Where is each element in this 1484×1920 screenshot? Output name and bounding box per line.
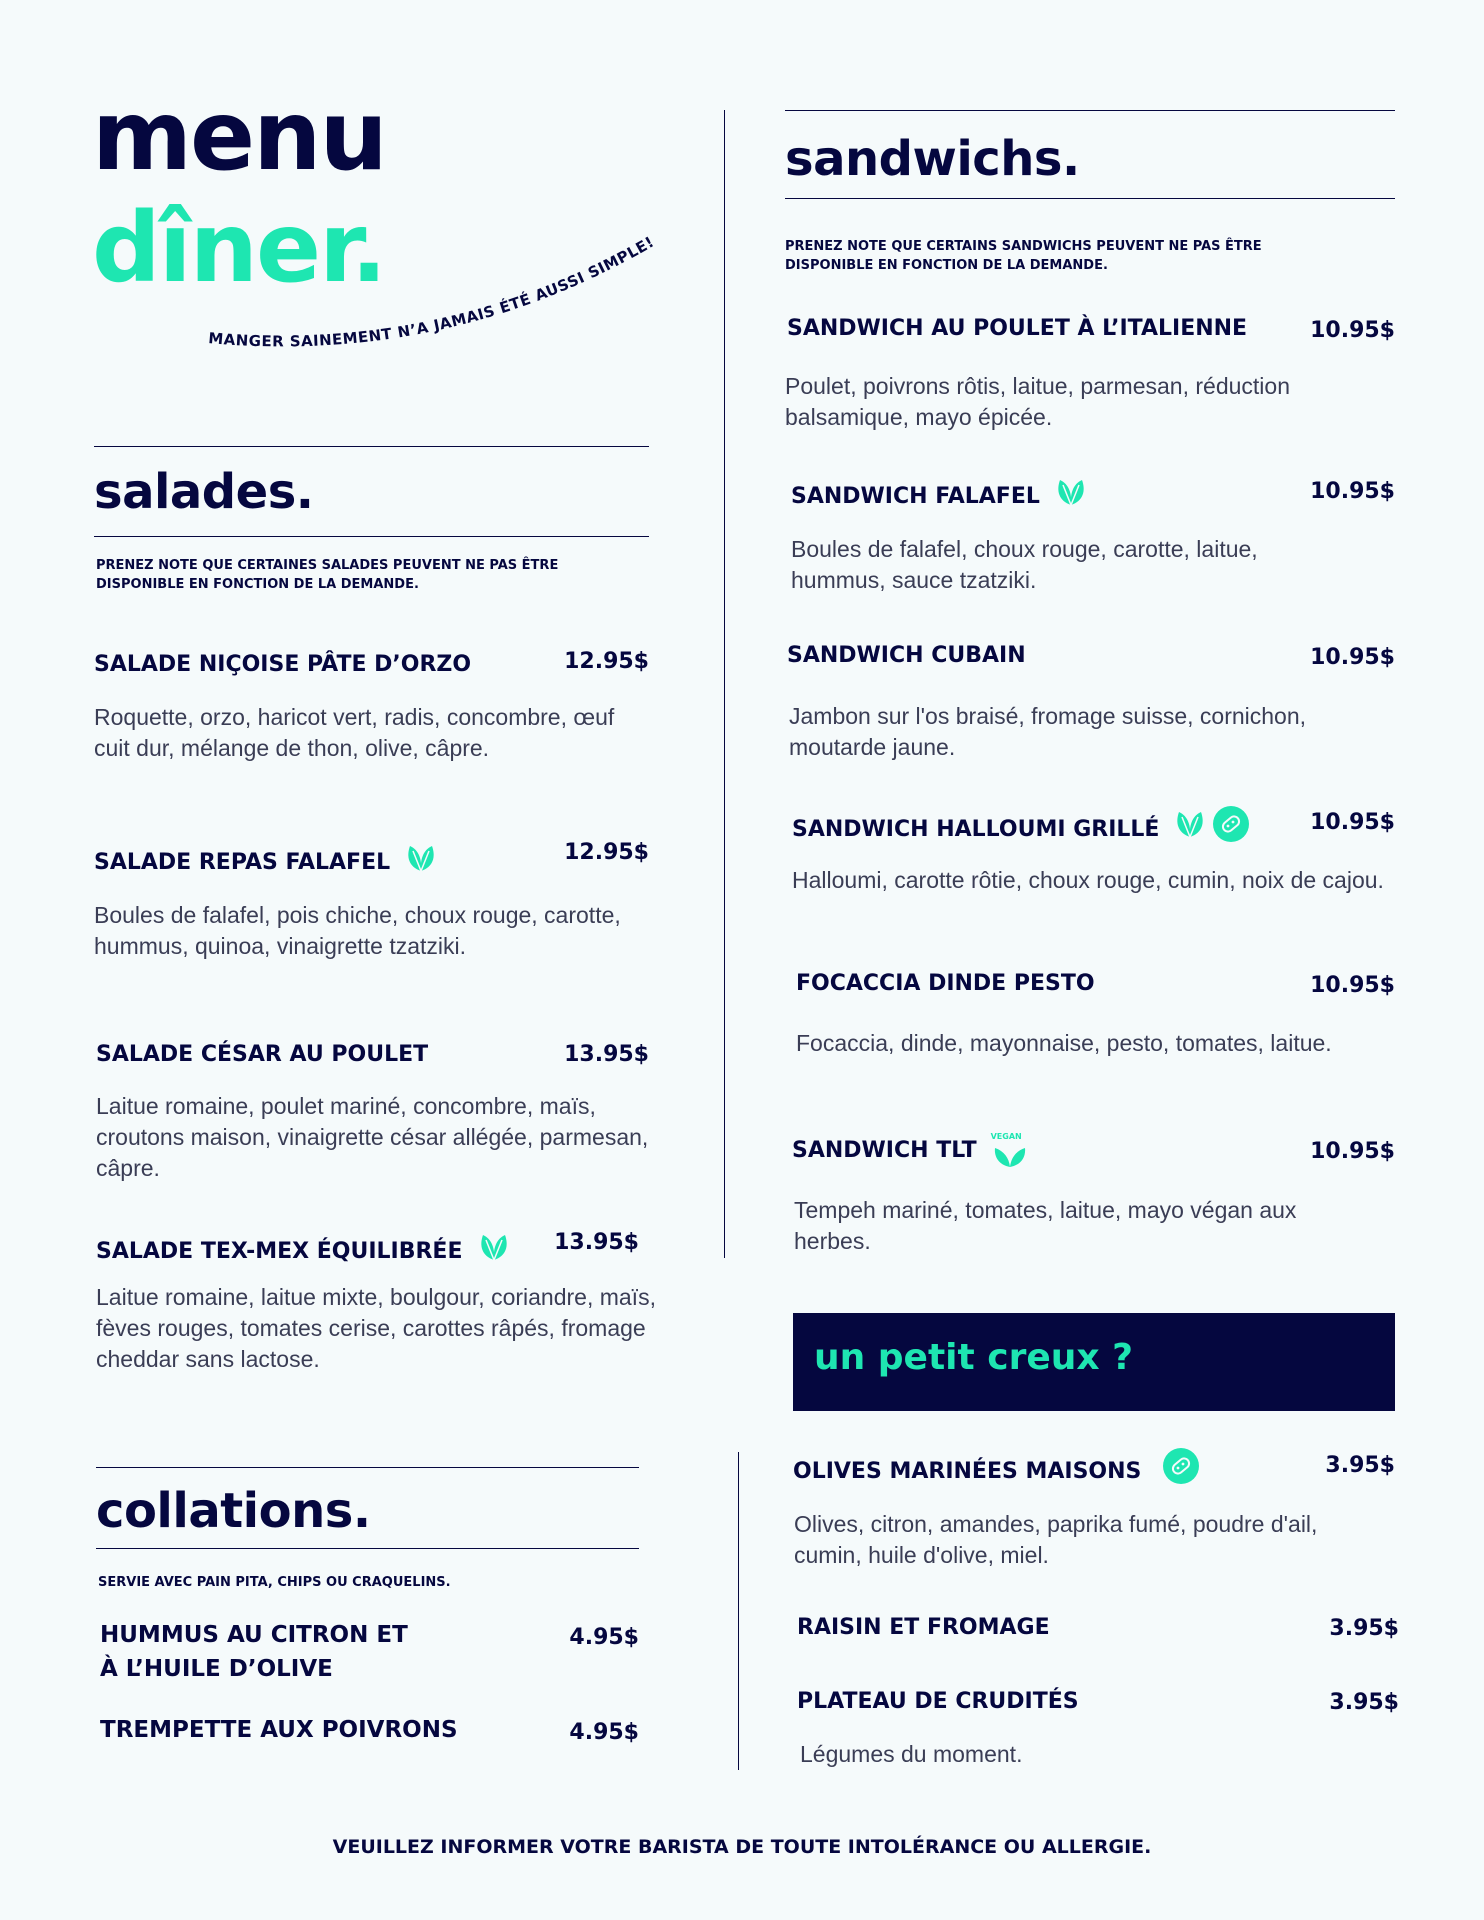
item-label: TREMPETTE AUX POIVRONS xyxy=(100,1717,458,1743)
menu-item-name xyxy=(96,1229,511,1274)
menu-item-name xyxy=(796,967,1095,1001)
menu-item-desc: Olives, citron, amandes, paprika fumé, poudre d'ail, cumin, huile d'olive, miel. xyxy=(794,1511,1318,1568)
item-label: PLATEAU DE CRUDITÉS xyxy=(797,1689,1079,1714)
menu-item-name xyxy=(100,1618,408,1686)
sandwichs-note: PRENEZ NOTE QUE CERTAINS SANDWICHS PEUVENT NE PAS ÊTRE DISPONIBLE EN FONCTION DE LA DEMANDE. xyxy=(785,239,1262,273)
item-label: SALADE REPAS FALAFEL xyxy=(94,849,391,875)
menu-item-price: 12.95$ xyxy=(564,649,649,674)
collations-title: collations. xyxy=(96,1483,371,1539)
menu-item-desc: Légumes du moment. xyxy=(800,1741,1023,1767)
item-label: SANDWICH AU POULET À L’ITALIENNE xyxy=(787,316,1248,341)
menu-item-desc: Halloumi, carotte rôtie, choux rouge, cumin, noix de cajou. xyxy=(792,867,1384,893)
menu-item-desc: Boules de falafel, choux rouge, carotte, laitue, hummus, sauce tzatziki. xyxy=(791,536,1258,593)
leaf-icon xyxy=(477,1229,511,1274)
item-label: HUMMUS AU CITRON ET xyxy=(100,1622,408,1648)
peanut-free-icon xyxy=(1163,1448,1199,1495)
menu-item-desc: Boules de falafel, pois chiche, choux rouge, carotte, hummus, quinoa, vinaigrette tzatziki. xyxy=(94,902,621,959)
menu-item-desc: Laitue romaine, poulet mariné, concombre, maïs, croutons maison, vinaigrette césar allégée, parmesan, câpre. xyxy=(96,1093,649,1181)
menu-item-name xyxy=(792,1134,1029,1168)
diner-title: dîner. xyxy=(92,192,386,304)
item-label: SANDWICH TLT xyxy=(792,1138,977,1163)
item-label: SALADE NIÇOISE PÂTE D’ORZO xyxy=(94,652,472,677)
diet-icons xyxy=(1173,806,1249,853)
item-label: SANDWICH FALAFEL xyxy=(791,483,1040,509)
leaf-icon xyxy=(1054,474,1088,519)
menu-item-price: 10.95$ xyxy=(1310,810,1395,835)
vegan-icon xyxy=(991,1134,1029,1168)
leaf-icon xyxy=(1173,806,1207,853)
tagline-text: MANGER SAINEMENT N’A JAMAIS ÉTÉ AUSSI SIMPLE! xyxy=(207,232,658,351)
menu-item-price: 4.95$ xyxy=(569,1720,639,1745)
column-divider xyxy=(738,1452,739,1770)
divider xyxy=(94,536,649,537)
item-label: SALADE CÉSAR AU POULET xyxy=(96,1042,429,1067)
menu-item-name xyxy=(792,806,1249,853)
menu-item-desc: Roquette, orzo, haricot vert, radis, concombre, œuf cuit dur, mélange de thon, olive, câpre. xyxy=(94,704,615,761)
divider xyxy=(96,1548,639,1549)
menu-item-price: 10.95$ xyxy=(1310,318,1395,343)
menu-item-name xyxy=(797,1611,1050,1645)
sandwichs-title: sandwichs. xyxy=(785,131,1080,187)
item-label: FOCACCIA DINDE PESTO xyxy=(796,971,1095,996)
menu-item-name xyxy=(787,639,1026,673)
item-label: SALADE TEX-MEX ÉQUILIBRÉE xyxy=(96,1238,463,1264)
menu-item-price: 13.95$ xyxy=(554,1230,639,1255)
petit-creux-title: un petit creux ? xyxy=(814,1337,1134,1378)
menu-item-desc: Focaccia, dinde, mayonnaise, pesto, tomates, laitue. xyxy=(796,1030,1332,1056)
menu-item-price: 13.95$ xyxy=(564,1042,649,1067)
menu-item-name xyxy=(100,1713,458,1747)
tagline-curved xyxy=(200,225,670,385)
menu-title: menu xyxy=(92,80,386,192)
divider xyxy=(785,110,1395,111)
menu-item-price: 10.95$ xyxy=(1310,479,1395,504)
allergy-footer: VEUILLEZ INFORMER VOTRE BARISTA DE TOUTE INTOLÉRANCE OU ALLERGIE. xyxy=(332,1836,1152,1858)
leaf-icon xyxy=(404,840,438,885)
item-label: SANDWICH HALLOUMI GRILLÉ xyxy=(792,816,1160,842)
menu-item-price: 3.95$ xyxy=(1329,1690,1399,1715)
divider xyxy=(96,1467,639,1468)
item-label: SANDWICH CUBAIN xyxy=(787,643,1026,668)
menu-item-name xyxy=(793,1448,1199,1495)
menu-item-name xyxy=(791,474,1088,519)
menu-item-desc: Laitue romaine, laitue mixte, boulgour, coriandre, maïs, fèves rouges, tomates cerise, carottes râpés, fromage cheddar sans lactose. xyxy=(96,1284,656,1372)
menu-item-name xyxy=(96,1038,428,1072)
salades-title: salades. xyxy=(94,464,314,520)
menu-item-price: 4.95$ xyxy=(569,1625,639,1650)
menu-item-price: 10.95$ xyxy=(1310,645,1395,670)
item-label: À L’HUILE D’OLIVE xyxy=(100,1656,333,1682)
vegan-label: VEGAN xyxy=(990,1132,1022,1141)
menu-item-desc: Poulet, poivrons rôtis, laitue, parmesan, réduction balsamique, mayo épicée. xyxy=(785,373,1290,430)
svg-text:MANGER SAINEMENT N’A JAMAIS ÉT xyxy=(208,233,658,351)
menu-item-name xyxy=(94,840,438,885)
divider xyxy=(94,446,649,447)
item-label: RAISIN ET FROMAGE xyxy=(797,1615,1050,1640)
menu-item-price: 12.95$ xyxy=(564,840,649,865)
menu-item-name xyxy=(797,1685,1079,1719)
menu-item-desc: Jambon sur l'os braisé, fromage suisse, cornichon, moutarde jaune. xyxy=(789,703,1307,760)
salades-note: PRENEZ NOTE QUE CERTAINES SALADES PEUVENT NE PAS ÊTRE DISPONIBLE EN FONCTION DE LA DEMANDE. xyxy=(96,558,559,592)
menu-item-price: 10.95$ xyxy=(1310,973,1395,998)
menu-item-price: 10.95$ xyxy=(1310,1139,1395,1164)
collations-note: SERVIE AVEC PAIN PITA, CHIPS OU CRAQUELINS. xyxy=(98,1575,451,1590)
peanut-free-icon xyxy=(1213,806,1249,853)
menu-item-name xyxy=(787,312,1247,346)
menu-item-name xyxy=(94,648,471,682)
menu-item-desc: Tempeh mariné, tomates, laitue, mayo végan aux herbes. xyxy=(794,1197,1297,1254)
menu-item-price: 3.95$ xyxy=(1325,1453,1395,1478)
item-label: OLIVES MARINÉES MAISONS xyxy=(793,1458,1142,1484)
column-divider xyxy=(724,110,725,1258)
divider xyxy=(785,198,1395,199)
menu-item-price: 3.95$ xyxy=(1329,1616,1399,1641)
